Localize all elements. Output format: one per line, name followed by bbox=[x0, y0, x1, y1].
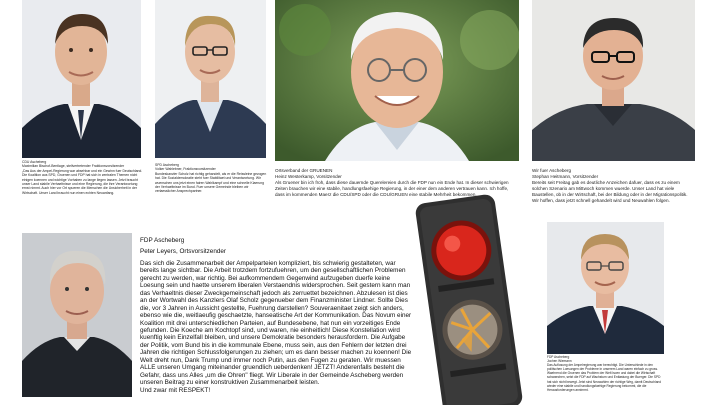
fdp-wiemann-portrait-photo bbox=[547, 222, 664, 354]
fdp-wiemann-author-name: Jochen Wiemann bbox=[547, 359, 572, 364]
gruene-caption: Ortsverband der GRUENEN bbox=[275, 168, 333, 173]
gruene-portrait-photo bbox=[275, 0, 519, 161]
gruene-statement-text: Als Gruener bin ich froh, dass diese dauernde Querelereien durch die FDP nun ein Ende hat. In dieser schwierigen Zeiten brauchen wir eine stabile, handlungsfaehige Regierung, in der einer dem anderen vertrauen kann. Ich hoffe, dass im kommenden Maerz die CDU/SPD oder die CDU/GRUEN eine stabile Mehrheit bekommen. bbox=[275, 180, 509, 197]
cdu-portrait-photo bbox=[22, 0, 141, 158]
broken-traffic-light-image bbox=[410, 190, 526, 405]
uwg-author-name: Stephan Heitmann, Vorsitzender bbox=[532, 174, 599, 179]
fdp-leyers-caption: FDP Ascheberg bbox=[140, 237, 185, 244]
gruene-author-name: Heinz Westerkamp, Vorsitzender bbox=[275, 174, 342, 179]
spd-portrait-photo bbox=[155, 0, 266, 158]
cdu-author-name: Maximilian Bischof-Bentlage, stellvertretender Fraktionsvorsitzender bbox=[22, 164, 125, 169]
cdu-caption: CDU Ascheberg bbox=[22, 160, 47, 164]
fdp-leyers-author-name: Peter Leyers, Ortsvorsitzender bbox=[140, 248, 227, 256]
uwg-caption: Wir fuer Ascheberg bbox=[532, 168, 572, 173]
spd-statement-text: Bundeskanzler Scholz hat richtig gehandelt, als er die Reissleine gezogen hat. Die Sozialdemokratie steht fuer Stabilitaet und Verantwortung. Wir wuenschen uns jetzt einen fairen Wahlkampf und eine schnelle Klaerung der Verhaeltnisse im Bund. Fuer unsere Gemeinde bleiben wir verlaesslicher Ansprechpartner. bbox=[155, 171, 267, 194]
fdp-leyers-statement-text: Das sich die Zusammenarbeit der Ampelparteien kompliziert, bis schwierig gestalteten, war bereits lange sichtbar. Die Arbeit trotzdem fortzufuehren, um den gesellschaftlichen Problemen gerecht zu werden, war richtig. Bei aufkommendem Gegenwind aufzugeben duerfe keine Loesung sein und haette unserem liberalen Verstaendnis widersprochen. Seit gestern kann man das Verhaeltnis dieser Zweckgemeinschaft jedoch als zerruettet bezeichnen. Abzulesen ist dies an der Wortwahl des Kanzlers Olaf Scholz gegenueber dem Finanzminister Lindner. Sollte Dies die, vor 3 Jahren in Aussicht gestellte, Fuehrung darstellen? Souveraenitaet zeigt sich anders, ebenso wie die, weitlaeufig geschaetzte, hanseatische Art der Kommunikation. Das Novum einer Koalition mit drei unterschiedlichen Parteien, auf Bundesebene, hat nun ein vorzeitiges Ende gefunden. Die Koeche am Kochtopf sind, und waren, nie einheitlich! Diese Konstellation wird kuenftig kein Einzelfall bleiben, und unsere Demokratie besonders herausfordern. Die Aufgabe der Politik, vom Bund bis in die kommunale Ebene, muss sein, aus den Fehlern der letzten drei Jahren die richtigen Schlussfolgerungen zu ziehen; um es dann besser machen zu koennen! Die Welt dreht nun, Dank Trump und immer noch Putin, aus den Fugen zu geraten. Wir muessen ALLE unseren Umgang miteinander gruendlich ueberdenken! JETZT! Anderenfalls besteht die Gefahr, dass uns Alles „um die Ohren" fliegt. Wir Liberale in der Gemeinde Ascheberg werden unseren Beitrag zu einer konstruktiven Zusammenarbeit leisten. bbox=[140, 259, 412, 387]
spd-caption: SPD Ascheberg bbox=[155, 163, 179, 167]
fdp-wiemann-statement-text: Das Auflosung der Ampelregierung war berechtigt. Die Unterschiede in den politischen Loesungen der Probleme in unserem Land waren einfach zu gross. Waehrend die Gruenen das Problem der Welt lsoen und dabei die Wirtschaft schwaechen, setzt die FDP auf Wachstum und Entlastung der Buerger. Die SPD hat sich nicht bewegt. Jetzt sind Neuwahlen der richtige Weg, damit Deutschland wieder eine stabile und handlungsfaehige Regierung bekommt, die die Herausforderungen annimmt. bbox=[547, 363, 662, 392]
fdp-leyers-closing: Und zwar mit RESPEKT! bbox=[140, 386, 211, 394]
cdu-statement-text: „Das Aus der Ampel-Regierung war absehbar und ein Gewinn fuer Deutschland. Die Koalition aus SPD, Gruenen und FDP hat sich in zentralen Themen nicht einigen koennen und wichtige Vorhaben zu lange liegen lassen. Jetzt braucht unser Land stabile Verhaeltnisse und eine Regierung, die ihre Verantwortung ernst nimmt. Auch hier vor Ort spueren die Menschen die Unsicherheit in der Wirtschaft. Unser Land braucht nun einen echten Neuanfang. bbox=[22, 168, 143, 195]
spd-author-name: Volker Wahlebner, Fraktionsvorsitzender bbox=[155, 167, 216, 172]
uwg-statement-text: Bereits seit Freitag gab es deutliche Anzeichen dafuer, dass es zu einem solchen Szenario am Mittwoch kommen wuerde. Unser Land hat viele Baustellen, ob in der Wirtschaft, bei der Bildung oder in der Migrationspolitik. Wir hoffen, dass jetzt schnell gehandelt wird und Neuwahlen folgen. bbox=[532, 180, 688, 203]
fdp-wiemann-caption: FDP Ascheberg bbox=[547, 355, 570, 359]
uwg-portrait-photo bbox=[532, 0, 695, 161]
fdp-leyers-portrait-photo bbox=[22, 233, 132, 397]
